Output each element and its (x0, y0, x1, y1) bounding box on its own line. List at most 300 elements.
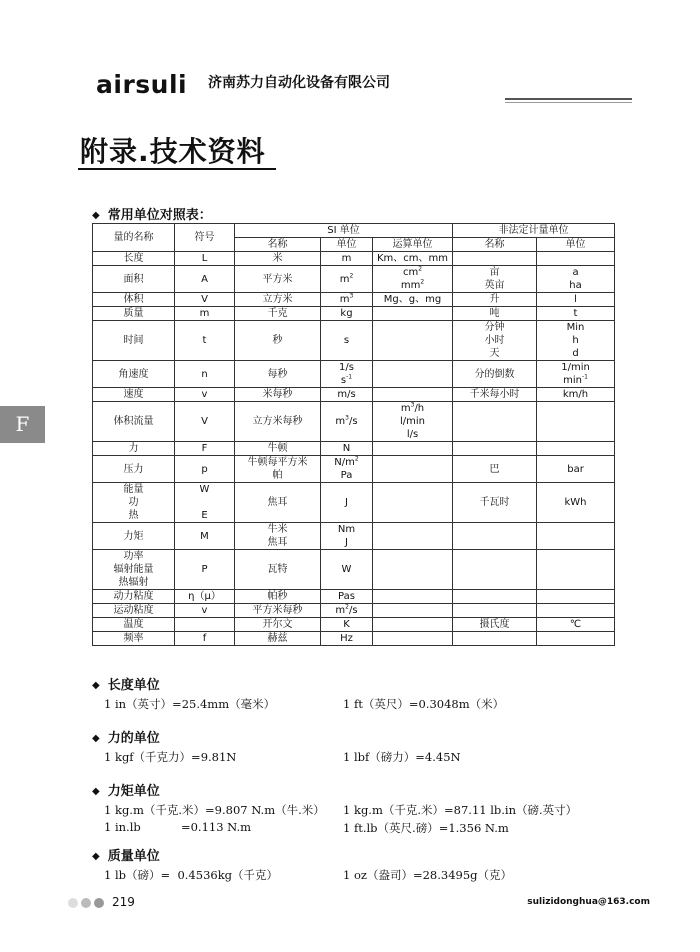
cell-line: 力矩 (123, 530, 144, 542)
cell-line: 功 (128, 497, 139, 508)
cell-line: 长度 (123, 253, 144, 264)
cell-si-op (373, 590, 453, 604)
cell-si-unit (321, 293, 373, 307)
cell-line: 力 (128, 443, 139, 454)
cell-line: E (201, 510, 208, 521)
cell-si-name (235, 604, 321, 618)
cell-line (373, 530, 452, 543)
table-heading (92, 204, 212, 223)
cell-nonsi-name (453, 252, 537, 266)
cell-symbol (175, 550, 235, 590)
cell-line (373, 496, 452, 509)
cell-line: h (572, 335, 579, 346)
cell-nonsi-unit (537, 590, 615, 604)
cell-quantity (93, 618, 175, 632)
cell-line: ℃ (569, 619, 582, 630)
cell-si-unit (321, 321, 373, 361)
cell-si-name (235, 402, 321, 442)
cell-line: 运动粘度 (113, 605, 154, 616)
cell-quantity (93, 523, 175, 550)
diamond-bullet-icon: ◆ (92, 851, 100, 862)
cell-si-name (235, 618, 321, 632)
cell-symbol (175, 523, 235, 550)
cell-line (373, 307, 452, 320)
cell-line: 焦耳 (267, 497, 288, 508)
cell-line (453, 604, 536, 617)
conversion-formula: 1 lb（磅）= 0.4536kg（千克） (104, 868, 279, 882)
cell-line (373, 590, 452, 603)
cell-line: 角速度 (118, 368, 149, 380)
cell-line: 1/min (561, 362, 590, 373)
conversion-formula: 1 in.lb =0.113 N.m (104, 820, 252, 834)
table-row (93, 632, 615, 646)
cell-si-name (235, 523, 321, 550)
cell-nonsi-unit (537, 402, 615, 442)
cell-line (537, 415, 614, 428)
cell-line: l/s (406, 429, 419, 440)
cell-nonsi-name (453, 361, 537, 388)
header-si-op: 运算单位 (373, 238, 453, 252)
table-row (93, 604, 615, 618)
cell-line: 英亩 (484, 280, 505, 291)
cell-symbol (175, 361, 235, 388)
cell-nonsi-unit (537, 388, 615, 402)
diamond-bullet-icon: ◆ (92, 210, 100, 221)
cell-line: t (202, 335, 207, 346)
table-heading-text: 常用单位对照表： (107, 208, 212, 223)
table-row (93, 361, 615, 388)
cell-symbol (175, 293, 235, 307)
cell-line: 牛顿 (267, 443, 288, 454)
cell-line: m (199, 308, 210, 319)
cell-nonsi-unit (537, 266, 615, 293)
cell-line (373, 368, 452, 381)
cell-line: K (343, 619, 350, 630)
footer-dot-icon (81, 898, 91, 908)
exponent: -1 (581, 373, 588, 381)
table-row (93, 307, 615, 321)
cell-si-unit (321, 402, 373, 442)
cell-line: W (199, 484, 210, 495)
conversion-formula: 1 in（英寸）=25.4mm（毫米） (104, 697, 276, 711)
title-underline (78, 168, 276, 170)
cell-si-unit (321, 307, 373, 321)
cell-si-unit (321, 266, 373, 293)
table-row (93, 442, 615, 456)
cell-si-op (373, 456, 453, 483)
cell-symbol (175, 604, 235, 618)
cell-line: 每秒 (267, 368, 288, 380)
cell-line (537, 563, 614, 576)
cell-nonsi-name (453, 307, 537, 321)
exponent: 2 (349, 272, 354, 280)
cell-line (453, 632, 536, 645)
cell-line: 瓦特 (267, 564, 288, 575)
cell-line: 牛顿每平方米 (247, 457, 308, 468)
cell-line: m/s (337, 389, 356, 400)
cell-si-op (373, 293, 453, 307)
cell-nonsi-unit (537, 321, 615, 361)
cell-si-unit (321, 604, 373, 618)
cell-line (537, 530, 614, 543)
section-tab: F (0, 406, 45, 443)
cell-nonsi-unit (537, 442, 615, 456)
cell-nonsi-unit (537, 632, 615, 646)
cell-nonsi-name (453, 388, 537, 402)
cell-line: t (573, 308, 578, 319)
cell-symbol (175, 442, 235, 456)
exponent: -1 (346, 373, 353, 381)
cell-nonsi-name (453, 293, 537, 307)
cell-si-op (373, 321, 453, 361)
conversion-formula: 1 oz（盎司）=28.3495g（克） (343, 868, 513, 882)
exponent: 2 (345, 603, 349, 611)
units-table-body (93, 252, 615, 646)
cell-si-op (373, 307, 453, 321)
cell-symbol (175, 456, 235, 483)
cell-line: W (341, 564, 352, 575)
cell-symbol (175, 307, 235, 321)
cell-line: $N/m^2$ (334, 455, 359, 468)
cell-line: 体积流量 (113, 416, 154, 427)
cell-nonsi-unit (537, 361, 615, 388)
cell-si-name (235, 307, 321, 321)
cell-line (175, 618, 234, 631)
cell-line: 功率 (123, 551, 144, 562)
cell-si-name (235, 321, 321, 361)
exponent: 3 (345, 414, 349, 422)
cell-nonsi-name (453, 321, 537, 361)
cell-si-op (373, 388, 453, 402)
header-nonsi-name: 名称 (453, 238, 537, 252)
cell-line: 帕 (272, 470, 283, 481)
cell-si-name (235, 293, 321, 307)
cell-nonsi-name (453, 483, 537, 523)
cell-si-unit (321, 483, 373, 523)
cell-line: l/min (400, 416, 426, 427)
cell-line: J (345, 497, 348, 508)
cell-line: $m^2/s$ (335, 603, 358, 616)
cell-symbol (175, 402, 235, 442)
cell-si-name (235, 388, 321, 402)
cell-si-name (235, 590, 321, 604)
contact-email: sulizidonghua@163.com (527, 897, 650, 907)
cell-line: 千克 (267, 308, 288, 319)
exponent: 2 (420, 278, 425, 286)
units-table (92, 223, 615, 646)
cell-si-name (235, 266, 321, 293)
conversion-heading-text: 质量单位 (107, 849, 160, 864)
cell-nonsi-name (453, 523, 537, 550)
cell-line: 牛米 (267, 524, 288, 535)
header-quantity: 量的名称 (93, 224, 175, 252)
cell-line: km/h (562, 389, 589, 400)
cell-line: Km、cm、mm (376, 253, 449, 264)
cell-si-op (373, 402, 453, 442)
cell-line: 开尔文 (262, 619, 293, 630)
cell-si-unit (321, 388, 373, 402)
cell-nonsi-unit (537, 604, 615, 618)
conversion-formula: 1 kg.m（千克.米）=9.807 N.m（牛.米） (104, 803, 325, 817)
cell-line: 热 (128, 510, 139, 521)
cell-line: 能量 (123, 484, 144, 495)
cell-quantity (93, 550, 175, 590)
cell-line: 天 (489, 348, 500, 359)
cell-line: $m^2$ (339, 272, 354, 285)
header-si-name: 名称 (235, 238, 321, 252)
cell-line: 体积 (123, 294, 144, 305)
cell-line: Nm (337, 524, 356, 535)
header-rule (505, 98, 632, 100)
cell-si-unit (321, 252, 373, 266)
cell-line: 1/s (339, 362, 354, 373)
cell-line: L (201, 253, 208, 264)
cell-line: a (572, 267, 579, 278)
cell-nonsi-name (453, 442, 537, 456)
conversion-formula: 1 lbf（磅力）=4.45N (343, 750, 461, 764)
conversion-heading-text: 力矩单位 (107, 784, 160, 799)
cell-line: $cm^2$ (402, 265, 423, 278)
cell-line: s (343, 335, 350, 346)
cell-nonsi-unit (537, 483, 615, 523)
conversion-heading (92, 674, 160, 693)
cell-quantity (93, 604, 175, 618)
brand-logo: airsuli (96, 70, 188, 99)
cell-quantity (93, 442, 175, 456)
cell-line: M (200, 530, 209, 542)
cell-line: 千米每小时 (469, 389, 520, 400)
cell-line (453, 252, 536, 265)
conversion-formula: 1 ft（英尺）=0.3048m（米） (343, 697, 505, 711)
cell-nonsi-name (453, 266, 537, 293)
cell-symbol (175, 266, 235, 293)
cell-nonsi-unit (537, 307, 615, 321)
cell-symbol (175, 618, 235, 632)
cell-si-unit (321, 442, 373, 456)
cell-line: 吨 (489, 308, 500, 319)
header-symbol: 符号 (175, 224, 235, 252)
cell-line: 质量 (123, 308, 144, 319)
cell-line (537, 442, 614, 455)
cell-line: v (201, 389, 208, 400)
cell-si-name (235, 483, 321, 523)
cell-si-op (373, 252, 453, 266)
cell-si-unit (321, 618, 373, 632)
cell-line: 秒 (272, 335, 283, 346)
cell-line: 焦耳 (267, 537, 288, 548)
cell-line: η（μ） (188, 591, 221, 602)
header-non-si-group: 非法定计量单位 (453, 224, 615, 238)
cell-si-unit (321, 523, 373, 550)
header-nonsi-unit: 单位 (537, 238, 615, 252)
cell-line (453, 442, 536, 455)
cell-quantity (93, 266, 175, 293)
table-row (93, 402, 615, 442)
cell-line: Pa (340, 470, 353, 481)
cell-line: 频率 (123, 633, 144, 644)
cell-line: 千瓦时 (479, 497, 510, 508)
diamond-bullet-icon: ◆ (92, 680, 100, 691)
cell-si-unit (321, 590, 373, 604)
cell-line: 巴 (489, 463, 500, 475)
cell-line: N (342, 443, 351, 454)
table-row (93, 266, 615, 293)
cell-line: 时间 (123, 335, 144, 346)
cell-line: 米每秒 (262, 389, 293, 400)
cell-nonsi-unit (537, 456, 615, 483)
cell-line (373, 388, 452, 401)
cell-line: 米 (272, 253, 283, 264)
cell-nonsi-name (453, 550, 537, 590)
cell-quantity (93, 293, 175, 307)
cell-si-name (235, 550, 321, 590)
cell-line (537, 590, 614, 603)
cell-si-op (373, 604, 453, 618)
cell-line: 分的倒数 (474, 368, 515, 380)
cell-si-op (373, 632, 453, 646)
page-number: 219 (112, 895, 135, 909)
cell-line: 热辐射 (118, 577, 149, 588)
cell-line: $m^3/s$ (335, 414, 358, 427)
cell-quantity (93, 456, 175, 483)
cell-line (453, 530, 536, 543)
cell-si-op (373, 618, 453, 632)
cell-si-unit (321, 361, 373, 388)
cell-symbol (175, 483, 235, 523)
cell-line: 平方米 (262, 273, 293, 285)
diamond-bullet-icon: ◆ (92, 786, 100, 797)
cell-line: l (574, 294, 577, 305)
exponent: 2 (418, 265, 423, 273)
cell-line: A (201, 273, 208, 285)
cell-nonsi-unit (537, 618, 615, 632)
cell-line: Hz (340, 633, 353, 644)
cell-line (373, 334, 452, 347)
cell-quantity (93, 307, 175, 321)
cell-line: Mg、g、mg (383, 294, 442, 305)
cell-nonsi-name (453, 618, 537, 632)
cell-line: bar (567, 463, 584, 475)
cell-symbol (175, 321, 235, 361)
diamond-bullet-icon: ◆ (92, 733, 100, 744)
cell-si-name (235, 361, 321, 388)
cell-nonsi-name (453, 456, 537, 483)
cell-line: 平方米每秒 (252, 605, 303, 616)
table-row (93, 388, 615, 402)
cell-line: kWh (564, 497, 587, 508)
conversion-formula: 1 ft.lb（英尺.磅）=1.356 N.m (343, 821, 509, 835)
cell-line: 面积 (123, 273, 144, 285)
cell-line (373, 442, 452, 455)
cell-line: P (201, 564, 208, 575)
cell-line: V (201, 294, 208, 305)
cell-quantity (93, 361, 175, 388)
conversion-heading-text: 力的单位 (107, 731, 160, 746)
cell-line (453, 563, 536, 576)
cell-line (373, 463, 452, 476)
conversion-heading (92, 727, 160, 746)
cell-line (537, 632, 614, 645)
cell-line: p (201, 463, 208, 475)
cell-quantity (93, 388, 175, 402)
cell-quantity (93, 321, 175, 361)
cell-line (453, 415, 536, 428)
cell-si-op (373, 483, 453, 523)
page-title: 附录.技术资料 (80, 135, 266, 168)
table-row (93, 252, 615, 266)
cell-quantity (93, 483, 175, 523)
cell-symbol (175, 632, 235, 646)
company-name: 济南苏力自动化设备有限公司 (208, 75, 390, 91)
cell-line: Pas (338, 591, 355, 602)
cell-line: J (345, 537, 348, 548)
conversion-formula: 1 kg.m（千克.米）=87.11 lb.in（磅.英寸） (343, 803, 578, 817)
cell-line: 动力粘度 (113, 591, 154, 602)
exponent: 3 (349, 292, 354, 300)
cell-nonsi-name (453, 590, 537, 604)
cell-line: 升 (489, 294, 500, 305)
table-row (93, 550, 615, 590)
table-row (93, 523, 615, 550)
table-row (93, 321, 615, 361)
cell-nonsi-unit (537, 252, 615, 266)
cell-line: 速度 (123, 389, 144, 400)
cell-line (373, 563, 452, 576)
cell-quantity (93, 252, 175, 266)
cell-si-op (373, 442, 453, 456)
cell-line: kg (340, 308, 353, 319)
cell-line (537, 604, 614, 617)
cell-line: $mm^2$ (400, 278, 425, 291)
cell-si-unit (321, 456, 373, 483)
cell-symbol (175, 252, 235, 266)
cell-si-op (373, 550, 453, 590)
exponent: 2 (354, 455, 359, 463)
cell-nonsi-name (453, 604, 537, 618)
cell-symbol (175, 590, 235, 604)
cell-nonsi-name (453, 402, 537, 442)
conversion-formula: 1 kgf（千克力）=9.81N (104, 750, 237, 764)
cell-line: n (201, 368, 208, 380)
cell-nonsi-unit (537, 550, 615, 590)
cell-line (453, 590, 536, 603)
table-row (93, 456, 615, 483)
cell-si-name (235, 252, 321, 266)
cell-line: Min (566, 322, 585, 333)
conversion-heading (92, 845, 160, 864)
cell-nonsi-name (453, 632, 537, 646)
cell-line (373, 604, 452, 617)
cell-line: 辐射能量 (113, 564, 154, 575)
cell-si-name (235, 632, 321, 646)
cell-line: V (201, 416, 208, 427)
cell-line: 小时 (484, 335, 505, 346)
cell-si-op (373, 361, 453, 388)
cell-quantity (93, 402, 175, 442)
cell-line: $m^3$ (339, 292, 354, 305)
cell-nonsi-unit (537, 293, 615, 307)
cell-line: d (572, 348, 579, 359)
cell-line: 压力 (123, 463, 144, 475)
cell-si-op (373, 266, 453, 293)
cell-line (537, 252, 614, 265)
exponent: 3 (410, 401, 415, 409)
cell-line: 温度 (123, 619, 144, 630)
cell-line: 亩 (489, 267, 500, 278)
cell-line: f (202, 633, 207, 644)
header-si-group: SI 单位 (235, 224, 453, 238)
cell-line: ha (569, 280, 582, 291)
